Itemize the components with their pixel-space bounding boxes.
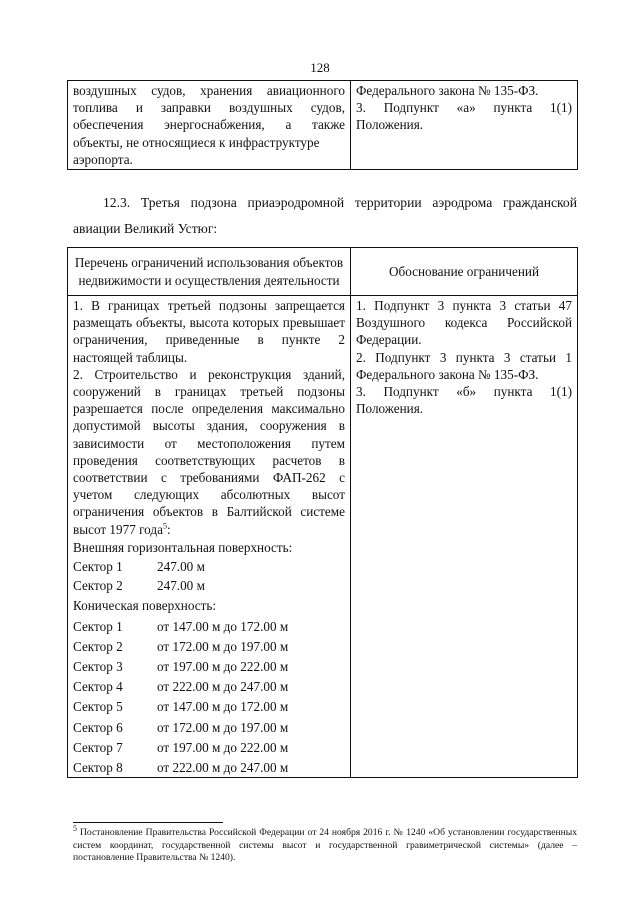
restriction-item-2-tail: : bbox=[166, 521, 171, 537]
sector-row bbox=[73, 658, 345, 675]
justification-item-1: 1. Подпункт 3 пункта 3 статьи 47 Воздушного кодекса Российской Федерации. bbox=[356, 298, 572, 348]
sector-value: от 147.00 м до 172.00 м bbox=[157, 618, 289, 634]
sector-row bbox=[73, 638, 345, 655]
sector-name: Сектор 1 bbox=[73, 559, 123, 575]
footnote-mark: 5 bbox=[73, 823, 77, 833]
text-line: обеспечения энергоснабжения, а также bbox=[73, 117, 345, 133]
footnote bbox=[73, 823, 577, 865]
text-line: аэропорта. bbox=[73, 151, 133, 167]
header-justification: Обоснование ограничений bbox=[351, 248, 578, 296]
restrictions-cell bbox=[68, 296, 351, 778]
sector-value: от 147.00 м до 172.00 м bbox=[157, 699, 289, 715]
text-line: Положения. bbox=[356, 117, 424, 133]
sector-row bbox=[73, 577, 345, 594]
sector-value: от 222.00 м до 247.00 м bbox=[157, 760, 289, 776]
text-line: топлива и заправки воздушных судов, bbox=[73, 100, 345, 116]
restriction-item-1: 1. В границах третьей подзоны запрещается размещать объекты, высота которых превышает ограничения, приведенные в пункте 2 настоящей таблицы. bbox=[73, 298, 345, 365]
continuation-table bbox=[67, 80, 578, 170]
sector-name: Сектор 6 bbox=[73, 719, 123, 735]
sector-name: Сектор 2 bbox=[73, 638, 123, 654]
sector-row bbox=[73, 618, 345, 635]
text-line: Федерального закона № 135-ФЗ. bbox=[356, 83, 539, 98]
sector-row bbox=[73, 719, 345, 736]
sector-value: 247.00 м bbox=[157, 578, 205, 594]
page-number: 128 bbox=[310, 60, 330, 75]
conical-surface-title: Коническая поверхность: bbox=[73, 598, 217, 614]
sector-value: от 197.00 м до 222.00 м bbox=[157, 659, 289, 675]
text-line: воздушных судов, хранения авиационного bbox=[73, 83, 345, 98]
footnote-divider bbox=[73, 822, 223, 823]
justification-cell bbox=[351, 296, 578, 778]
justification-item-2: 2. Подпункт 3 пункта 3 статьи 1 Федерального закона № 135-ФЗ. bbox=[356, 349, 572, 382]
conical-sector-list bbox=[73, 618, 345, 777]
text-line: объекты, не относящиеся к инфраструктуре bbox=[73, 134, 320, 150]
restrictions-table bbox=[67, 247, 578, 778]
sector-name: Сектор 8 bbox=[73, 760, 123, 776]
sector-value: от 172.00 м до 197.00 м bbox=[157, 638, 289, 654]
sector-value: 247.00 м bbox=[157, 559, 205, 575]
sector-row bbox=[73, 678, 345, 695]
sector-row bbox=[73, 759, 345, 776]
sector-name: Сектор 5 bbox=[73, 699, 123, 715]
sector-name: Сектор 7 bbox=[73, 739, 123, 755]
sector-name: Сектор 1 bbox=[73, 618, 123, 634]
sector-value: от 197.00 м до 222.00 м bbox=[157, 739, 289, 755]
header-restrictions: Перечень ограничений использования объектов недвижимости и осуществления деятельности bbox=[68, 248, 351, 296]
sector-name: Сектор 2 bbox=[73, 578, 123, 594]
outer-surface-title: Внешняя горизонтальная поверхность: bbox=[73, 539, 293, 555]
continuation-left-cell bbox=[68, 81, 351, 170]
sector-row bbox=[73, 739, 345, 756]
sector-value: от 172.00 м до 197.00 м bbox=[157, 719, 289, 735]
justification-item-3: 3. Подпункт «б» пункта 1(1) Положения. bbox=[356, 384, 572, 417]
restriction-item-2 bbox=[73, 366, 345, 538]
restriction-item-2-text: 2. Строительство и реконструкция зданий, сооружений в границах третьей подзоны разрешается после определения максимально допустимой высоты здания, сооружения в зависимости от местоположения путем проведения соответствующих расчетов в соответствии с требованиями ФАП-262 с учетом следующих абсолютных высот ограничения объектов в Балтийской системе высот 1977 года bbox=[73, 366, 345, 537]
sector-name: Сектор 4 bbox=[73, 679, 123, 695]
section-heading: 12.3. Третья подзона приаэродромной территории аэродрома гражданской авиации Великий Устюг: bbox=[73, 195, 577, 236]
text-line: 3. Подпункт «а» пункта 1(1) bbox=[356, 100, 572, 116]
sector-name: Сектор 3 bbox=[73, 659, 123, 675]
sector-row bbox=[73, 698, 345, 715]
footnote-ref: 5 bbox=[162, 521, 167, 531]
footnote-text: Постановление Правительства Российской Федерации от 24 ноября 2016 г. № 1240 «Об установлении государственных систем координат, государственной системы высот и государственной гравиметрической системы» (далее – постановление Правительства № 1240). bbox=[73, 827, 577, 863]
sector-row bbox=[73, 558, 345, 575]
continuation-right-cell bbox=[351, 81, 578, 170]
sector-value: от 222.00 м до 247.00 м bbox=[157, 679, 289, 695]
